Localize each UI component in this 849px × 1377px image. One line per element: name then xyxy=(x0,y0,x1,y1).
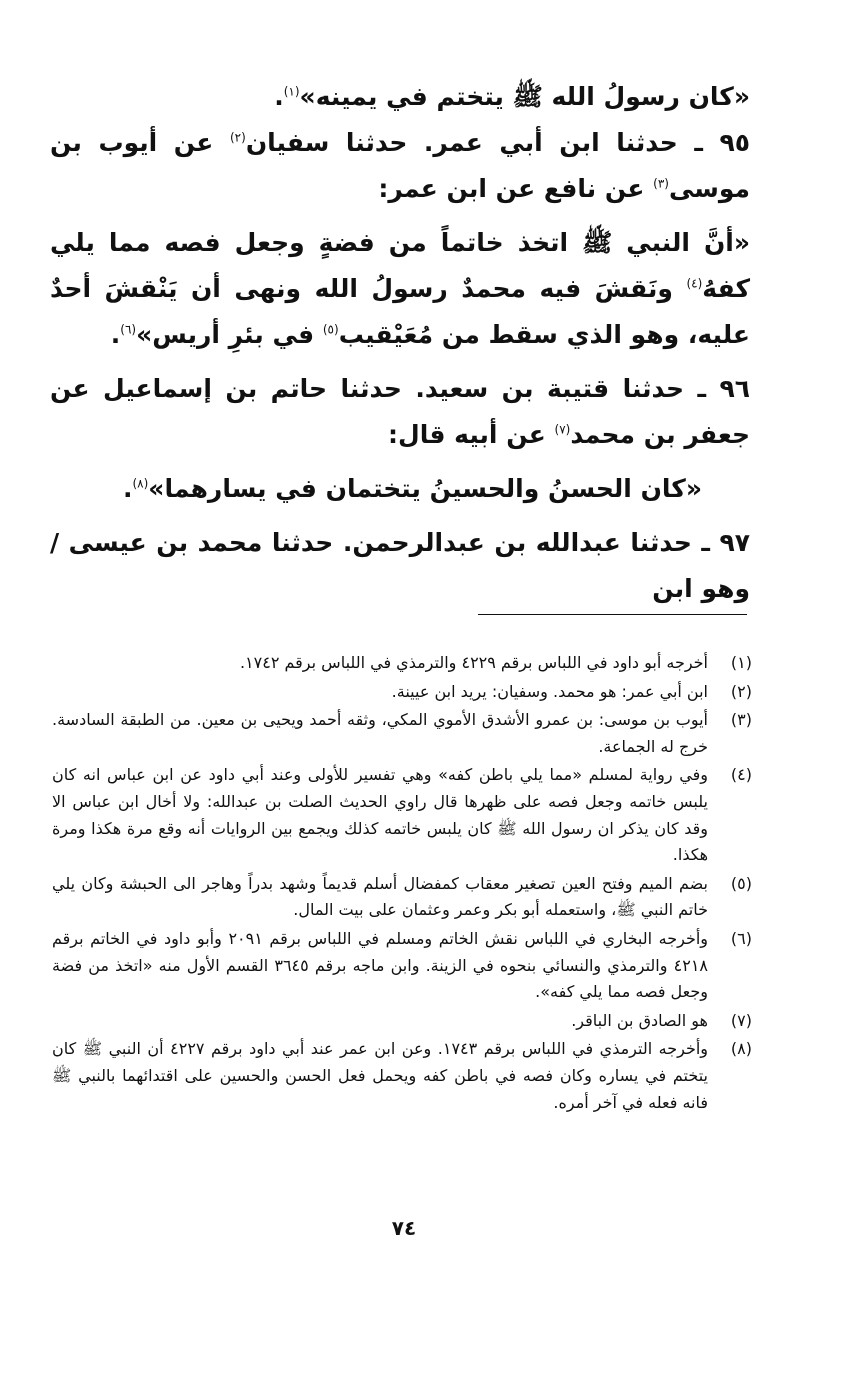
footnote-marker[interactable]: (٢) xyxy=(229,130,246,145)
footnote-text: هو الصادق بن الباقر. xyxy=(571,1010,708,1030)
main-text xyxy=(50,74,750,620)
quote-text: في بئرِ أريس» xyxy=(136,320,315,349)
footnotes-list xyxy=(52,650,752,1118)
page-number: ٧٤ xyxy=(391,1216,417,1240)
footnote-item xyxy=(52,707,752,760)
chain-text: عن أبيه قال: xyxy=(388,420,546,449)
footnote-separator xyxy=(478,614,747,615)
footnote-item xyxy=(52,679,752,706)
footnote-text: وأخرجه البخاري في اللباس نقش الخاتم ومسلم في اللباس برقم ٢٠٩١ وأبو داود في الخاتم برقم ٤٢١٨ والترمذي والنسائي بنحوه في الزينة. وابن ماجه برقم ٣٦٤٥ القسم الأول منه «اتخذ من فضة وجعل فصه مما يلي كفه». xyxy=(52,928,709,1002)
hadith-95-text xyxy=(50,220,750,358)
footnote-number: (٤) xyxy=(730,765,752,785)
period: . xyxy=(122,474,133,503)
footnote-marker[interactable]: (٥) xyxy=(322,322,339,337)
footnote-item xyxy=(52,762,752,868)
hadith-96-text xyxy=(50,466,750,512)
footnote-item xyxy=(52,1036,752,1116)
footnote-number: (١) xyxy=(730,653,752,672)
footnote-text: أيوب بن موسى: بن عمرو الأشدق الأموي المكي، وثقه أحمد ويحيى بن معين. من الطبقة السادسة. خرج له الجماعة. xyxy=(52,710,708,756)
footnote-marker[interactable]: (٧) xyxy=(554,422,571,437)
footnote-number: (٥) xyxy=(730,873,752,893)
hadith-94-ending xyxy=(50,74,750,120)
footnote-text: وأخرجه الترمذي في اللباس برقم ١٧٤٣. وعن ابن عمر عند أبي داود برقم ٤٢٢٧ أن النبي ﷺ كان يتختم في يساره وكان فصه في باطن كفه ويحمل فعل الحسن والحسين على اقتدائهما بالنبي ﷺ فانه فعله في آخر أمره. xyxy=(52,1039,709,1112)
footnote-item xyxy=(52,871,752,924)
footnote-marker[interactable]: (٦) xyxy=(120,322,137,337)
hadith-number: ٩٧ ـ xyxy=(701,528,751,557)
footnote-marker[interactable]: (١) xyxy=(283,84,300,99)
hadith-number: ٩٥ ـ xyxy=(694,128,750,157)
hadith-97-chain xyxy=(50,520,750,612)
footnote-number: (٨) xyxy=(730,1039,752,1059)
hadith-number: ٩٦ ـ xyxy=(697,374,751,403)
period: . xyxy=(110,320,121,349)
footnote-number: (٧) xyxy=(730,1010,752,1030)
footnote-marker[interactable]: (٨) xyxy=(132,476,149,491)
quote-text: «كان رسولُ الله ﷺ يتختم في يمينه» xyxy=(299,82,750,111)
period: . xyxy=(274,82,284,111)
quote-text: «أنَّ النبي ﷺ اتخذ خاتماً من فضةٍ وجعل فصه مما يلي كفهُ xyxy=(50,228,750,303)
footnote-item xyxy=(52,650,752,677)
hadith-96-chain xyxy=(50,366,750,458)
footnote-text: وفي رواية لمسلم «مما يلي باطن كفه» وهي تفسير للأولى وعند أبي داود عن ابن عباس انه كان يلبس خاتمه وجعل فصه على ظهرها قال راوي الحديث الصلت بن عبدالله: ولا أخال ابن عباس الا وقد كان يذكر ان رسول الله ﷺ كان يلبس خاتمه كذلك ويجمع بين الروايات أنه وقع مرة هكذا ومرة هكذا. xyxy=(52,765,708,865)
chain-text: عن أيوب بن موسى xyxy=(50,128,750,203)
footnote-marker[interactable]: (٣) xyxy=(653,176,669,191)
footnote-item xyxy=(52,1008,752,1035)
footnote-number: (٦) xyxy=(730,928,752,948)
footnote-item xyxy=(52,926,752,1006)
chain-text: حدثنا عبدالله بن عبدالرحمن. حدثنا محمد بن عيسى /وهو ابن xyxy=(50,528,750,603)
hadith-95-chain xyxy=(50,120,750,212)
quote-text: «كان الحسنُ والحسينُ يتختمان في يسارهما» xyxy=(148,474,702,503)
footnote-number: (٣) xyxy=(730,710,752,730)
footnote-text: بضم الميم وفتح العين تصغير معقاب كمفضال أسلم قديماً وشهد بدراً وهاجر الى الحبشة وكان يلي خاتم النبي ﷺ، واستعمله أبو بكر وعمر وعثمان على بيت المال. xyxy=(52,873,708,920)
footnote-text: ابن أبي عمر: هو محمد. وسفيان: يريد ابن عيينة. xyxy=(391,681,708,701)
footnote-marker[interactable]: (٤) xyxy=(686,276,703,291)
footnote-number: (٢) xyxy=(730,681,752,701)
quote-text: ونَقشَ فيه محمدٌ رسولُ الله ونهى أن يَنْقشَ أحدٌ عليه، وهو الذي سقط من مُعَيْقيب xyxy=(50,274,750,349)
chain-text: حدثنا ابن أبي عمر. حدثنا سفيان xyxy=(245,128,678,157)
chain-text: حدثنا قتيبة بن سعيد. حدثنا حاتم بن إسماعيل عن جعفر بن محمد xyxy=(50,374,750,449)
footnote-text: أخرجه أبو داود في اللباس برقم ٤٢٢٩ والترمذي في اللباس برقم ١٧٤٢. xyxy=(239,653,708,672)
chain-text: عن نافع عن ابن عمر: xyxy=(378,174,645,203)
